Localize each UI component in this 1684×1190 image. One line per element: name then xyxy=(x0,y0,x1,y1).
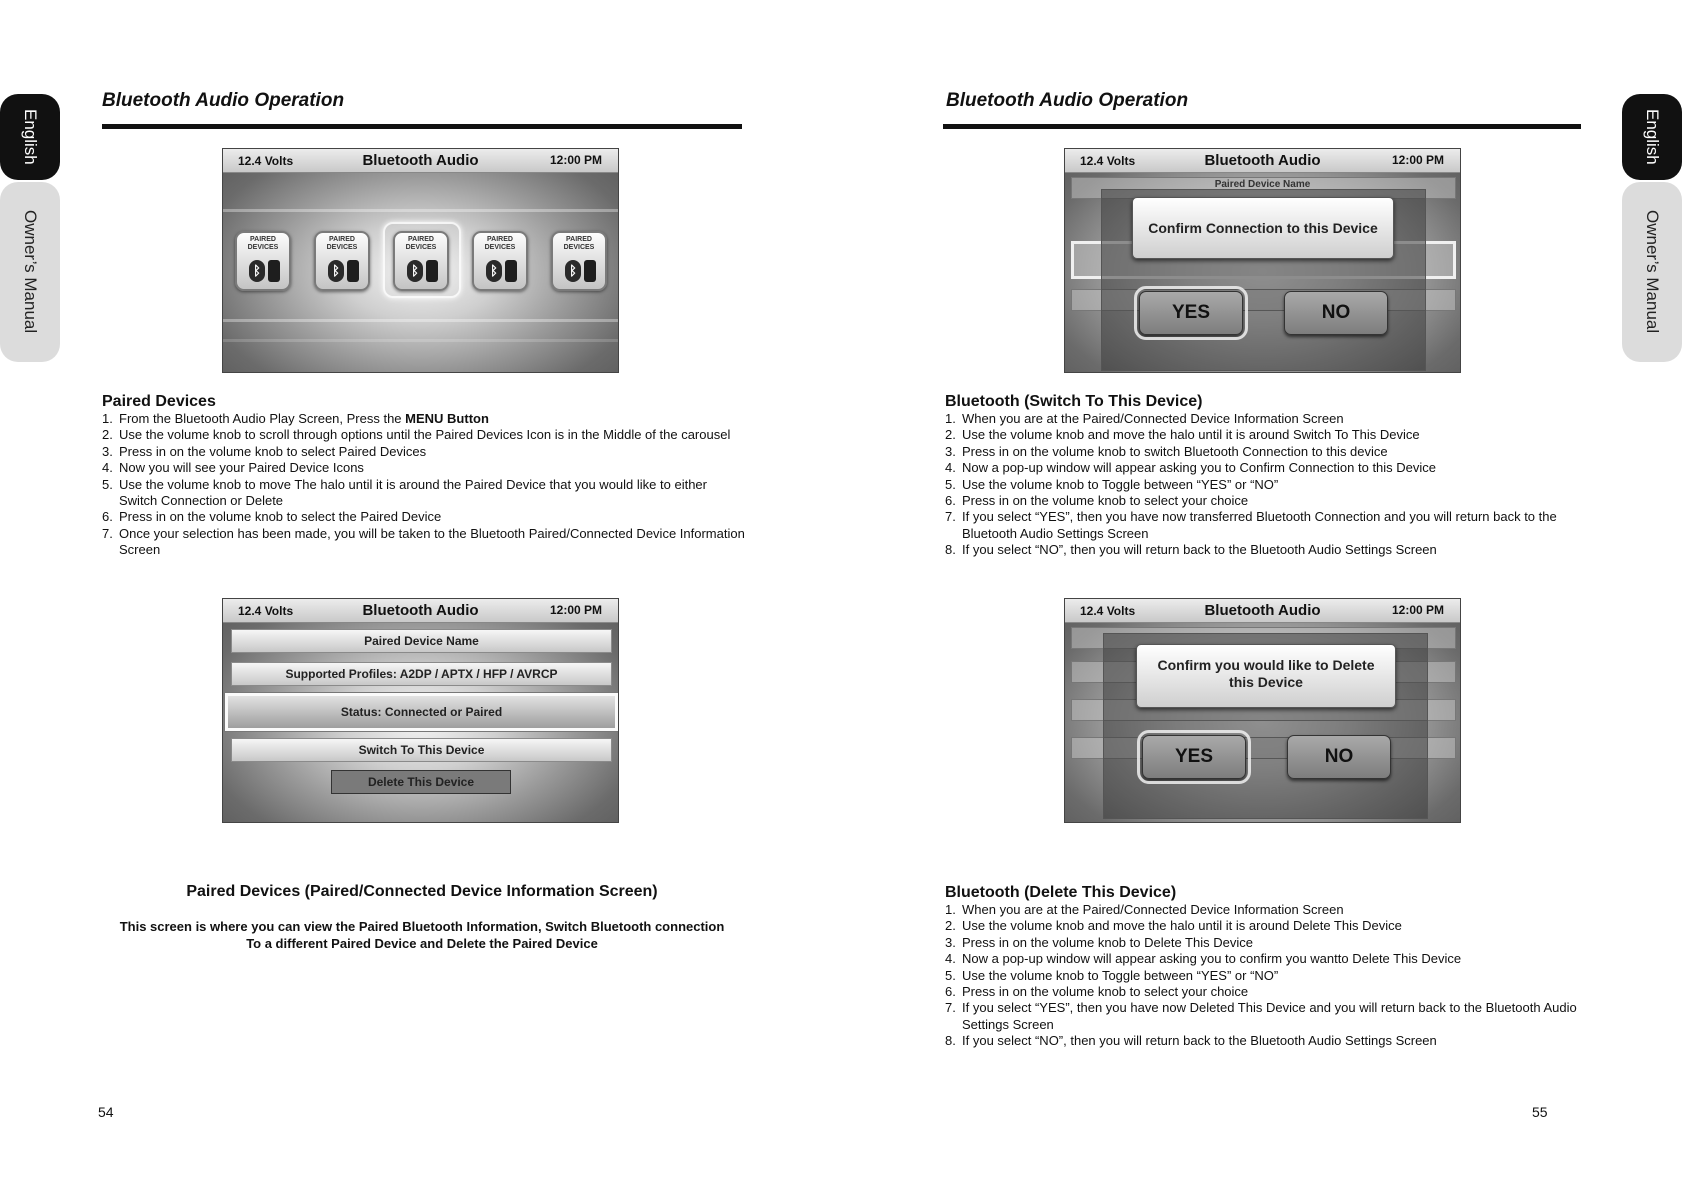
step-item: 3. Press in on the volume knob to select Paired Devices xyxy=(102,443,427,459)
steps-delete-device xyxy=(945,902,1585,1050)
caption-line: This screen is where you can view the Paired Bluetooth Information, Switch Bluetooth connection xyxy=(119,919,725,934)
icon-label: PAIRED DEVICES xyxy=(563,236,595,251)
paired-devices-icon[interactable] xyxy=(551,231,607,291)
no-button[interactable]: NO xyxy=(1284,291,1388,335)
caption-body xyxy=(92,918,752,952)
screen-title: Bluetooth Audio xyxy=(362,152,479,169)
row-delete-this-device[interactable]: Delete This Device xyxy=(331,770,511,794)
icon-label: PAIRED DEVICES xyxy=(484,236,516,251)
step-item: 4. Now a pop-up window will appear asking you to Confirm Connection to this Device xyxy=(945,460,1437,476)
row-paired-device-name[interactable]: Paired Device Name xyxy=(231,629,612,653)
paired-devices-icon[interactable] xyxy=(235,231,291,291)
step-item: 1. When you are at the Paired/Connected Device Information Screen xyxy=(945,411,1344,426)
bluetooth-icon: ᛒ xyxy=(249,260,265,282)
tab-owners-manual-label: Owner’s Manual xyxy=(1643,210,1662,334)
status-bar xyxy=(1065,149,1460,173)
screen-device-information xyxy=(222,598,619,823)
yes-button[interactable]: YES xyxy=(1142,735,1246,779)
paired-devices-icon[interactable] xyxy=(314,231,370,291)
screen-title: Bluetooth Audio xyxy=(1204,152,1321,169)
volts-readout: 12.4 Volts xyxy=(1080,154,1136,168)
clock: 12:00 PM xyxy=(1391,603,1444,617)
status-bar xyxy=(223,149,618,173)
volts-readout: 12.4 Volts xyxy=(1080,604,1136,618)
bluetooth-icon: ᛒ xyxy=(407,260,423,282)
step-item: 4. Now you will see your Paired Device Icons xyxy=(102,460,364,476)
bluetooth-icon: ᛒ xyxy=(486,260,502,282)
step-item: 5. Use the volume knob to Toggle between “YES” or “NO” xyxy=(945,476,1279,492)
tab-owners-manual-left[interactable] xyxy=(0,182,60,362)
confirm-delete-dialog xyxy=(1136,644,1396,708)
phone-icon xyxy=(426,260,438,282)
step-item: 7. Once your selection has been made, you will be taken to the Bluetooth Paired/Connected Device Information Screen xyxy=(102,525,745,558)
step-item: 7. If you select “YES”, then you have now Deleted This Device and you will return back to the Bluetooth Audio Settings Screen xyxy=(945,1000,1577,1032)
caption-title: Paired Devices (Paired/Connected Device Information Screen) xyxy=(186,883,658,900)
header-rule-right xyxy=(943,124,1581,129)
row-status[interactable]: Status: Connected or Paired xyxy=(225,693,618,731)
page-header-right: Bluetooth Audio Operation xyxy=(946,90,1189,111)
paired-devices-icon[interactable] xyxy=(472,231,528,291)
screen-title: Bluetooth Audio xyxy=(362,602,479,619)
tab-owners-manual-label: Owner’s Manual xyxy=(21,210,40,334)
step-item: 6. Press in on the volume knob to select the Paired Device xyxy=(102,509,442,525)
step-item: 4. Now a pop-up window will appear asking you to confirm you wantto Delete This Device xyxy=(945,951,1462,967)
status-bar xyxy=(223,599,618,623)
step-item: 6. Press in on the volume knob to select your choice xyxy=(945,493,1249,509)
step-item: 1. From the Bluetooth Audio Play Screen, Press the MENU Button xyxy=(102,411,489,426)
step-item: 2. Use the volume knob and move the halo until it is around Switch To This Device xyxy=(945,427,1420,443)
step-item: 5. Use the volume knob to move The halo until it is around the Paired Device that you would like to either Switch Connection or Delete xyxy=(102,476,707,509)
screen-confirm-connection xyxy=(1064,148,1461,373)
step-item: 1. When you are at the Paired/Connected Device Information Screen xyxy=(945,902,1344,917)
caption-line: To a different Paired Device and Delete the Paired Device xyxy=(246,936,598,951)
step-item: 8. If you select “NO”, then you will return back to the Bluetooth Audio Settings Screen xyxy=(945,1033,1437,1049)
confirm-connection-dialog: Confirm Connection to this Device xyxy=(1132,197,1394,259)
paired-devices-icon[interactable] xyxy=(393,231,449,291)
section-title-paired-devices: Paired Devices xyxy=(102,393,216,410)
phone-icon xyxy=(347,260,359,282)
icon-label: PAIRED DEVICES xyxy=(326,236,358,251)
no-button[interactable]: NO xyxy=(1287,735,1391,779)
icon-label: PAIRED DEVICES xyxy=(247,236,279,251)
header-rule-left xyxy=(102,124,742,129)
dialog-line: this Device xyxy=(1229,674,1303,690)
tab-english-label: English xyxy=(1643,109,1662,165)
behind-row-text: Paired Device Name xyxy=(1214,179,1311,188)
row-switch-to-this-device[interactable]: Switch To This Device xyxy=(231,738,612,762)
phone-icon xyxy=(505,260,517,282)
step-item: 7. If you select “YES”, then you have now transferred Bluetooth Connection and you will return back to the Bluetooth Audio Settings Screen xyxy=(945,509,1557,541)
tab-english-left[interactable] xyxy=(0,94,60,180)
step-item: 3. Press in on the volume knob to switch Bluetooth Connection to this device xyxy=(945,443,1388,459)
step-item: 6. Press in on the volume knob to select your choice xyxy=(945,984,1249,1000)
steps-switch-device xyxy=(945,411,1585,559)
status-bar xyxy=(1065,599,1460,623)
dialog-line: Confirm you would like to Delete xyxy=(1157,657,1375,673)
steps-paired-devices xyxy=(102,411,747,559)
clock: 12:00 PM xyxy=(549,153,602,167)
step-item: 2. Use the volume knob and move the halo until it is around Delete This Device xyxy=(945,918,1402,934)
step-item: 3. Press in on the volume knob to Delete This Device xyxy=(945,934,1253,950)
page-number-right: 55 xyxy=(1532,1104,1548,1120)
tab-owners-manual-right[interactable] xyxy=(1622,182,1682,362)
bluetooth-icon: ᛒ xyxy=(565,260,581,282)
page-header-left: Bluetooth Audio Operation xyxy=(102,90,345,111)
section-title-switch-device: Bluetooth (Switch To This Device) xyxy=(945,393,1203,410)
step-item: 2. Use the volume knob to scroll through options until the Paired Devices Icon is in the Middle of the carousel xyxy=(102,427,731,443)
clock: 12:00 PM xyxy=(549,603,602,617)
screen-paired-devices-carousel xyxy=(222,148,619,373)
page-number-left: 54 xyxy=(98,1104,114,1120)
tab-english-right[interactable] xyxy=(1622,94,1682,180)
phone-icon xyxy=(268,260,280,282)
section-title-delete-device: Bluetooth (Delete This Device) xyxy=(945,884,1177,901)
screen-title: Bluetooth Audio xyxy=(1204,602,1321,619)
step-item: 5. Use the volume knob to Toggle between “YES” or “NO” xyxy=(945,967,1279,983)
phone-icon xyxy=(584,260,596,282)
row-supported-profiles[interactable]: Supported Profiles: A2DP / APTX / HFP / AVRCP xyxy=(231,662,612,686)
tab-english-label: English xyxy=(21,109,40,165)
volts-readout: 12.4 Volts xyxy=(238,154,294,168)
volts-readout: 12.4 Volts xyxy=(238,604,294,618)
icon-label: PAIRED DEVICES xyxy=(405,236,437,251)
screen-confirm-delete xyxy=(1064,598,1461,823)
clock: 12:00 PM xyxy=(1391,153,1444,167)
yes-button[interactable]: YES xyxy=(1139,291,1243,335)
bluetooth-icon: ᛒ xyxy=(328,260,344,282)
step-item: 8. If you select “NO”, then you will return back to the Bluetooth Audio Settings Screen xyxy=(945,542,1437,558)
